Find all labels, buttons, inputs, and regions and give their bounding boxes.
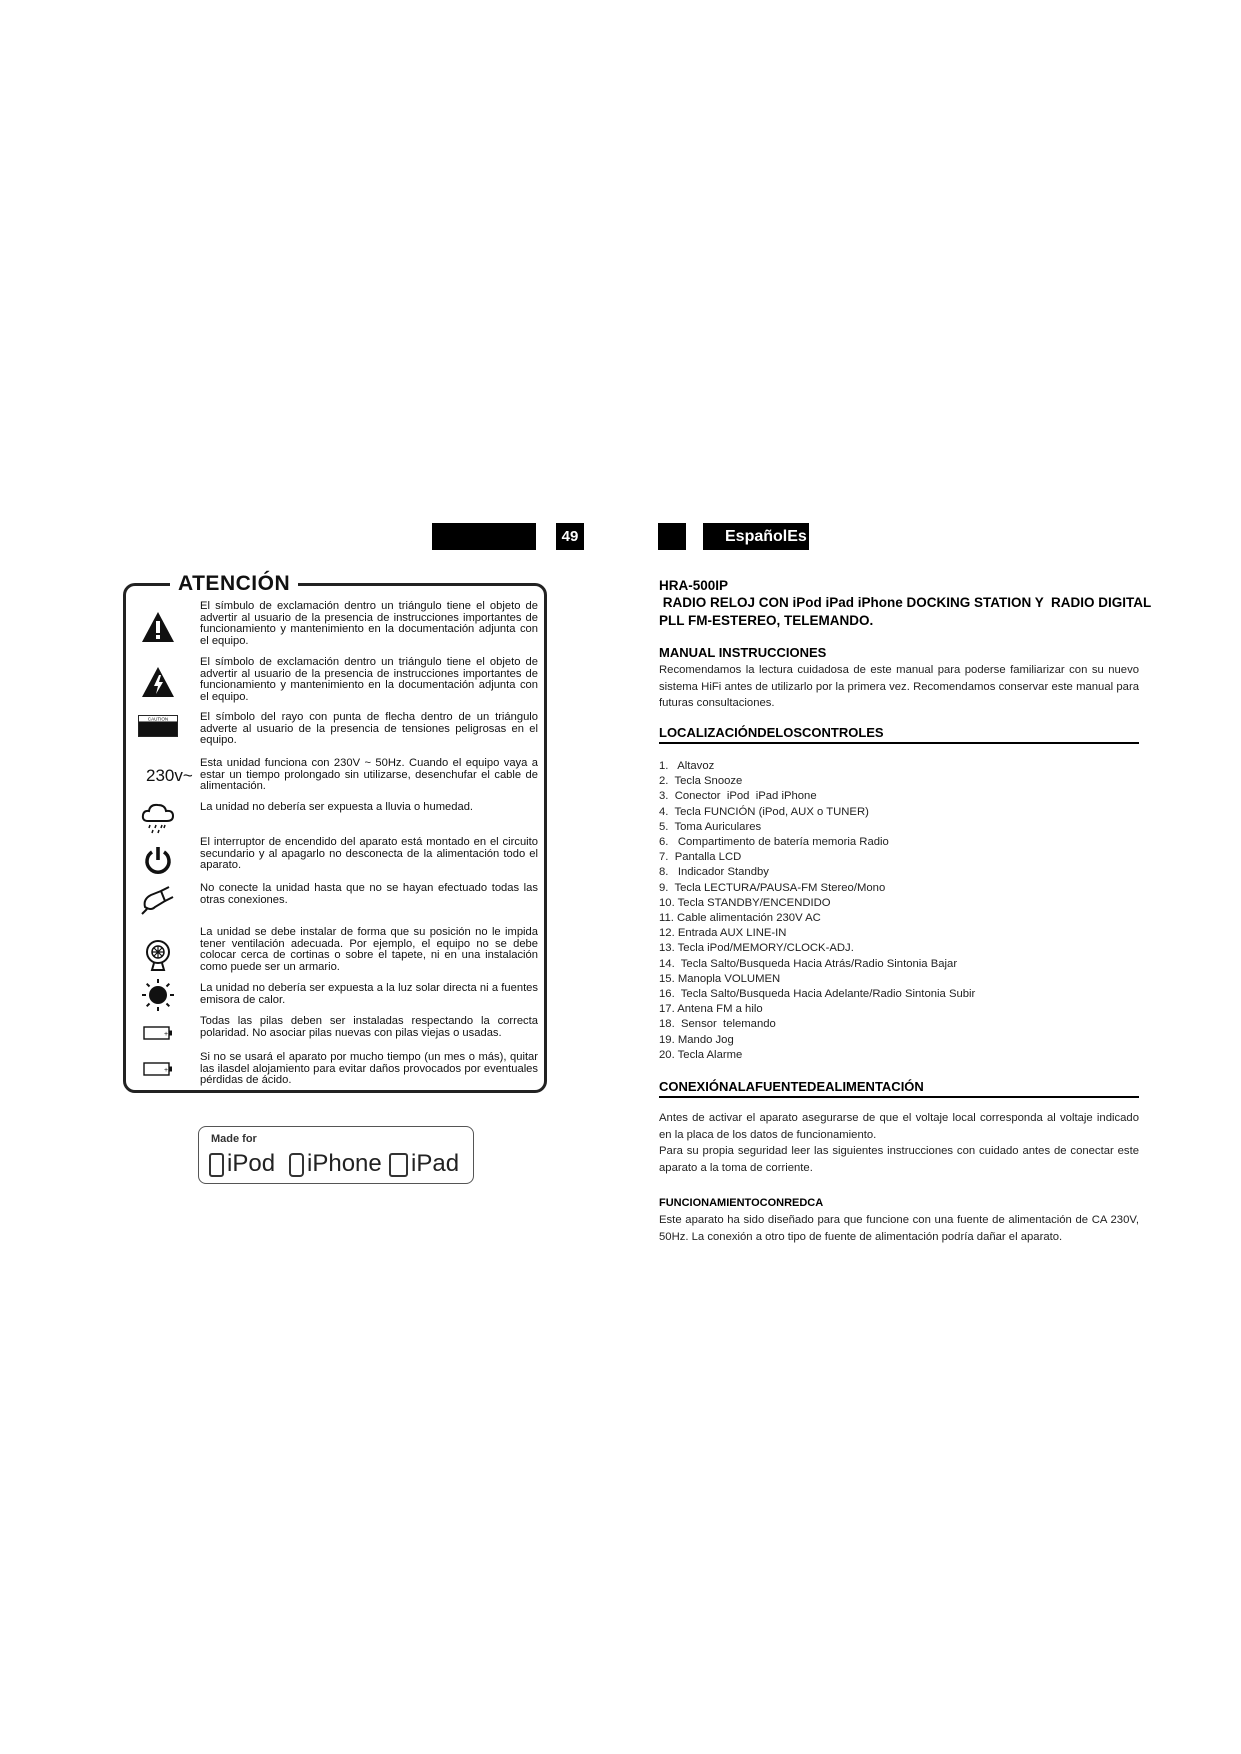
ac-heading: FUNCIONAMIENTOCONREDCA [659, 1197, 824, 1209]
product-title-line2: PLL FM-ESTEREO, TELEMANDO. [659, 613, 874, 628]
product-title-line1: RADIO RELOJ CON iPod iPad iPhone DOCKING STATION Y RADIO DIGITAL [659, 595, 1152, 610]
ipad-badge [389, 1149, 459, 1179]
iphone-badge [289, 1149, 382, 1179]
controls-heading: LOCALIZACIÓNDELOSCONTROLES [659, 725, 1139, 744]
list-item: 19. Mando Jog [659, 1033, 734, 1046]
caution-label-text: CAUTION [147, 716, 169, 722]
ipod-label: iPod [227, 1150, 276, 1177]
made-for-badge [198, 1126, 474, 1184]
warning-text-11: Si no se usará el aparato por mucho tiempo (un mes o más), quitar las ilasdel alojamiento para evitar daños provocados por eventuales pérdidas de ácido. [200, 1051, 538, 1086]
list-item: 16. Tecla Salto/Busqueda Hacia Adelante/Radio Sintonia Subir [659, 988, 976, 1001]
manual-heading: MANUAL INSTRUCCIONES [659, 645, 827, 660]
svg-text:+: + [164, 1067, 169, 1074]
warning-text-6: El interruptor de encendido del aparato está montado en el circuito secundario y al apagarlo no desconecta de la alimentación todo el aparato. [200, 836, 538, 871]
language-tab: EspañolEs [703, 523, 809, 550]
warning-text-5: La unidad no debería ser expuesta a lluvia o humedad. [200, 801, 474, 813]
ipod-device-icon [209, 1153, 224, 1177]
list-item: 20. Tecla Alarme [659, 1048, 743, 1061]
power-icon [138, 840, 178, 880]
plug-icon [138, 879, 178, 919]
power-text-1: Antes de activar el aparato asegurarse de que el voltaje local corresponda al voltaje indicado en la placa de los datos de funcionamiento. [659, 1112, 1139, 1141]
list-item: 9. Tecla LECTURA/PAUSA-FM Stereo/Mono [659, 881, 886, 894]
list-item: 13. Tecla iPod/MEMORY/CLOCK-ADJ. [659, 942, 854, 955]
warning-text-2: El símbolo de exclamación dentro un triángulo tiene el objeto de advertir al usuario de la presencia de instrucciones importantes de funcionamiento y mantenimiento en la documentación adjunta con el equipo. [200, 656, 538, 703]
made-for-label: Made for [211, 1133, 257, 1145]
iphone-label: iPhone [307, 1150, 382, 1177]
warning-text-4: Esta unidad funciona con 230V ~ 50Hz. Cuando el equipo vaya a estar un tiempo prolongado sin utilizarse, desenchufar el cable de alimentación. [200, 757, 538, 792]
warning-text-10: Todas las pilas deben ser instaladas respectando la correcta polaridad. No asociar pilas nuevas con pilas viejas o usadas. [200, 1015, 538, 1039]
product-model: HRA-500IP [659, 578, 729, 593]
battery-icon [138, 1013, 178, 1053]
warning-title: ATENCIÓN [170, 571, 298, 597]
ipad-device-icon [389, 1153, 408, 1177]
warning-text-1: El símbulo de exclamación dentro un triángulo tiene el objeto de advertir al usuario de la presencia de instrucciones importantes de funcionamiento y mantenimiento en la documentación adjunta con el equipo. [200, 600, 538, 647]
list-item: 10. Tecla STANDBY/ENCENDIDO [659, 896, 831, 909]
power-heading: CONEXIÓNALAFUENTEDEALIMENTACIÓN [659, 1079, 1139, 1098]
voltage-label: 230v~ [146, 766, 193, 785]
list-item: 12. Entrada AUX LINE-IN [659, 927, 787, 940]
ipod-badge [209, 1149, 275, 1179]
caution-label-icon [138, 706, 178, 746]
list-item: 5. Toma Auriculares [659, 820, 762, 833]
battery-icon [138, 1049, 178, 1089]
voltage-icon [146, 756, 196, 796]
iphone-device-icon [289, 1153, 304, 1177]
sun-icon [138, 975, 178, 1015]
warning-text-9: La unidad no debería ser expuesta a la luz solar directa ni a fuentes emisora de calor. [200, 982, 538, 1006]
exclamation-triangle-icon [138, 607, 178, 647]
svg-text:+: + [164, 1031, 169, 1038]
list-item: 11. Cable alimentación 230V AC [659, 912, 821, 925]
warning-text-7: No conecte la unidad hasta que no se hayan efectuado todas las otras conexiones. [200, 882, 538, 906]
list-item: 7. Pantalla LCD [659, 851, 742, 864]
rain-cloud-icon [138, 798, 178, 838]
list-item: 6. Compartimento de batería memoria Radio [659, 836, 889, 849]
header-bar-right [658, 523, 686, 550]
manual-text: Recomendamos la lectura cuidadosa de este manual para poderse familiarizar con su nuevo sistema HiFi antes de utilizarlo por la primera vez. Recomendamos conservar este manual para futuras consultaciones. [659, 664, 1139, 709]
list-item: 1. Altavoz [659, 760, 715, 772]
list-item: 4. Tecla FUNCIÓN (iPod, AUX o TUNER) [659, 805, 869, 818]
power-text-2: Para su propia seguridad leer las siguientes instrucciones con cuidado antes de conectar este aparato a la toma de corriente. [659, 1145, 1139, 1174]
warning-text-3: El símbolo del rayo con punta de flecha dentro de un triángulo adverte al usuario de la presencia de tensiones peligrosas en el equipo. [200, 711, 538, 746]
list-item: 8. Indicador Standby [659, 866, 769, 879]
list-item: 3. Conector iPod iPad iPhone [659, 790, 817, 803]
list-item: 17. Antena FM a hilo [659, 1003, 763, 1016]
fan-icon [138, 935, 178, 975]
ipad-label: iPad [411, 1150, 460, 1177]
list-item: 2. Tecla Snooze [659, 775, 743, 788]
ac-text: Este aparato ha sido diseñado para que funcione con una fuente de alimentación de CA 230V, 50Hz. La conexión a otro tipo de fuente de alimentación podría dañar el aparato. [659, 1214, 1139, 1243]
lightning-triangle-icon [138, 662, 178, 702]
controls-list [659, 759, 975, 1063]
list-item: 14. Tecla Salto/Busqueda Hacia Atrás/Radio Sintonia Bajar [659, 957, 958, 970]
page-number: 49 [556, 523, 584, 550]
header-bar-left [432, 523, 536, 550]
warning-text-8: La unidad se debe instalar de forma que su posición no le impida tener ventilación adecuada. Por ejemplo, el equipo no se debe colocar cerca de cortinas o sobre el tapete, ni en una instalación como puede ser un armario. [200, 926, 538, 973]
list-item: 18. Sensor telemando [659, 1018, 776, 1031]
list-item: 15. Manopla VOLUMEN [659, 972, 781, 985]
